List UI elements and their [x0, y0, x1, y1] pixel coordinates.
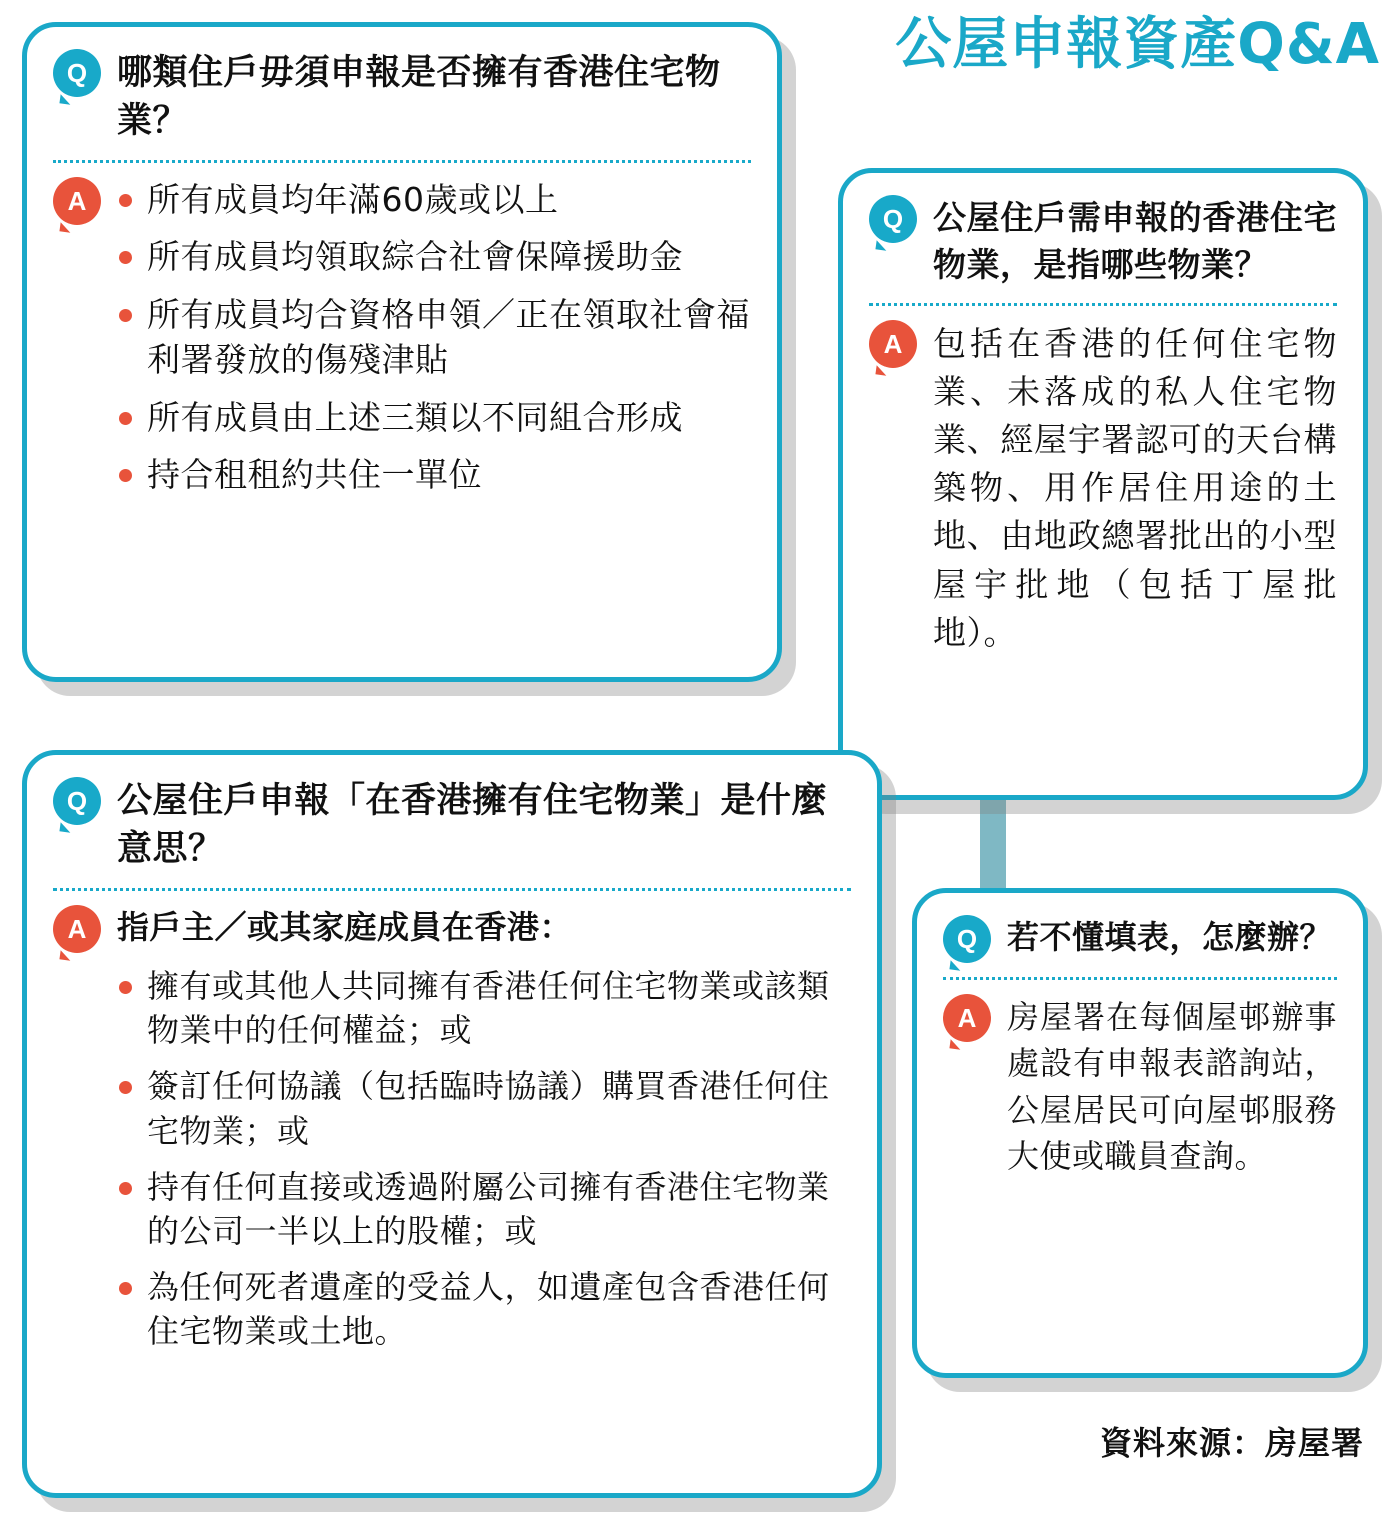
question-text: 公屋住戶需申報的香港住宅物業，是指哪些物業？: [933, 198, 1337, 284]
question-badge-icon: Q: [943, 915, 991, 963]
question-text: 公屋住戶申報「在香港擁有住宅物業」是什麼意思？: [117, 781, 828, 870]
answer-badge-icon: A: [53, 177, 101, 225]
answer-row: [943, 994, 1337, 1180]
qa-card-2: [838, 168, 1368, 800]
divider: [53, 888, 851, 891]
answer-badge-icon: A: [943, 994, 991, 1042]
answer-bullet-list: [117, 964, 851, 1353]
list-item: 持有任何直接或透過附屬公司擁有香港住宅物業的公司一半以上的股權；或: [117, 1165, 851, 1253]
question-row: [943, 915, 1337, 963]
qa-card-3: [22, 750, 882, 1498]
answer-text: 房屋署在每個屋邨辦事處設有申報表諮詢站，公屋居民可向屋邨服務大使或職員查詢。: [1007, 998, 1337, 1176]
list-item: 為任何死者遺產的受益人，如遺產包含香港任何住宅物業或土地。: [117, 1265, 851, 1353]
answer-badge-icon: A: [869, 320, 917, 368]
answer-lead-text: 指戶主／或其家庭成員在香港：: [117, 907, 573, 946]
question-row: [53, 777, 851, 874]
question-badge-icon: Q: [53, 777, 101, 825]
question-badge-icon: Q: [53, 49, 101, 97]
answer-bullet-list: [117, 177, 751, 510]
source-credit: 資料來源：房屋署: [1099, 1424, 1364, 1462]
list-item: 簽訂任何協議（包括臨時協議）購買香港任何住宅物業；或: [117, 1064, 851, 1152]
list-item: 所有成員均領取綜合社會保障援助金: [117, 234, 751, 280]
list-item: 所有成員均合資格申領／正在領取社會福利署發放的傷殘津貼: [117, 292, 751, 383]
question-row: [869, 195, 1337, 289]
answer-row: [53, 905, 851, 1366]
list-item: 所有成員由上述三類以不同組合形成: [117, 395, 751, 441]
list-item: 所有成員均年滿60歲或以上: [117, 177, 751, 223]
qa-card-1: [22, 22, 782, 682]
answer-row: [53, 177, 751, 510]
page-title: 公屋申報資產Q&A: [895, 12, 1380, 77]
answer-text: 包括在香港的任何住宅物業、未落成的私人住宅物業、經屋宇署認可的天台構築物、用作居住用途的土地、由地政總署批出的小型屋宇批地（包括丁屋批地）。: [933, 323, 1337, 652]
qa-card-4: [912, 888, 1368, 1378]
question-text: 哪類住戶毋須申報是否擁有香港住宅物業？: [117, 53, 721, 142]
list-item: 持合租租約共住一單位: [117, 452, 751, 498]
question-text: 若不懂填表，怎麼辦？: [1007, 918, 1333, 956]
divider: [943, 977, 1337, 980]
question-badge-icon: Q: [869, 195, 917, 243]
answer-row: [869, 320, 1337, 657]
list-item: 擁有或其他人共同擁有香港任何住宅物業或該類物業中的任何權益；或: [117, 964, 851, 1052]
question-row: [53, 49, 751, 146]
divider: [53, 160, 751, 163]
divider: [869, 303, 1337, 306]
answer-badge-icon: A: [53, 905, 101, 953]
